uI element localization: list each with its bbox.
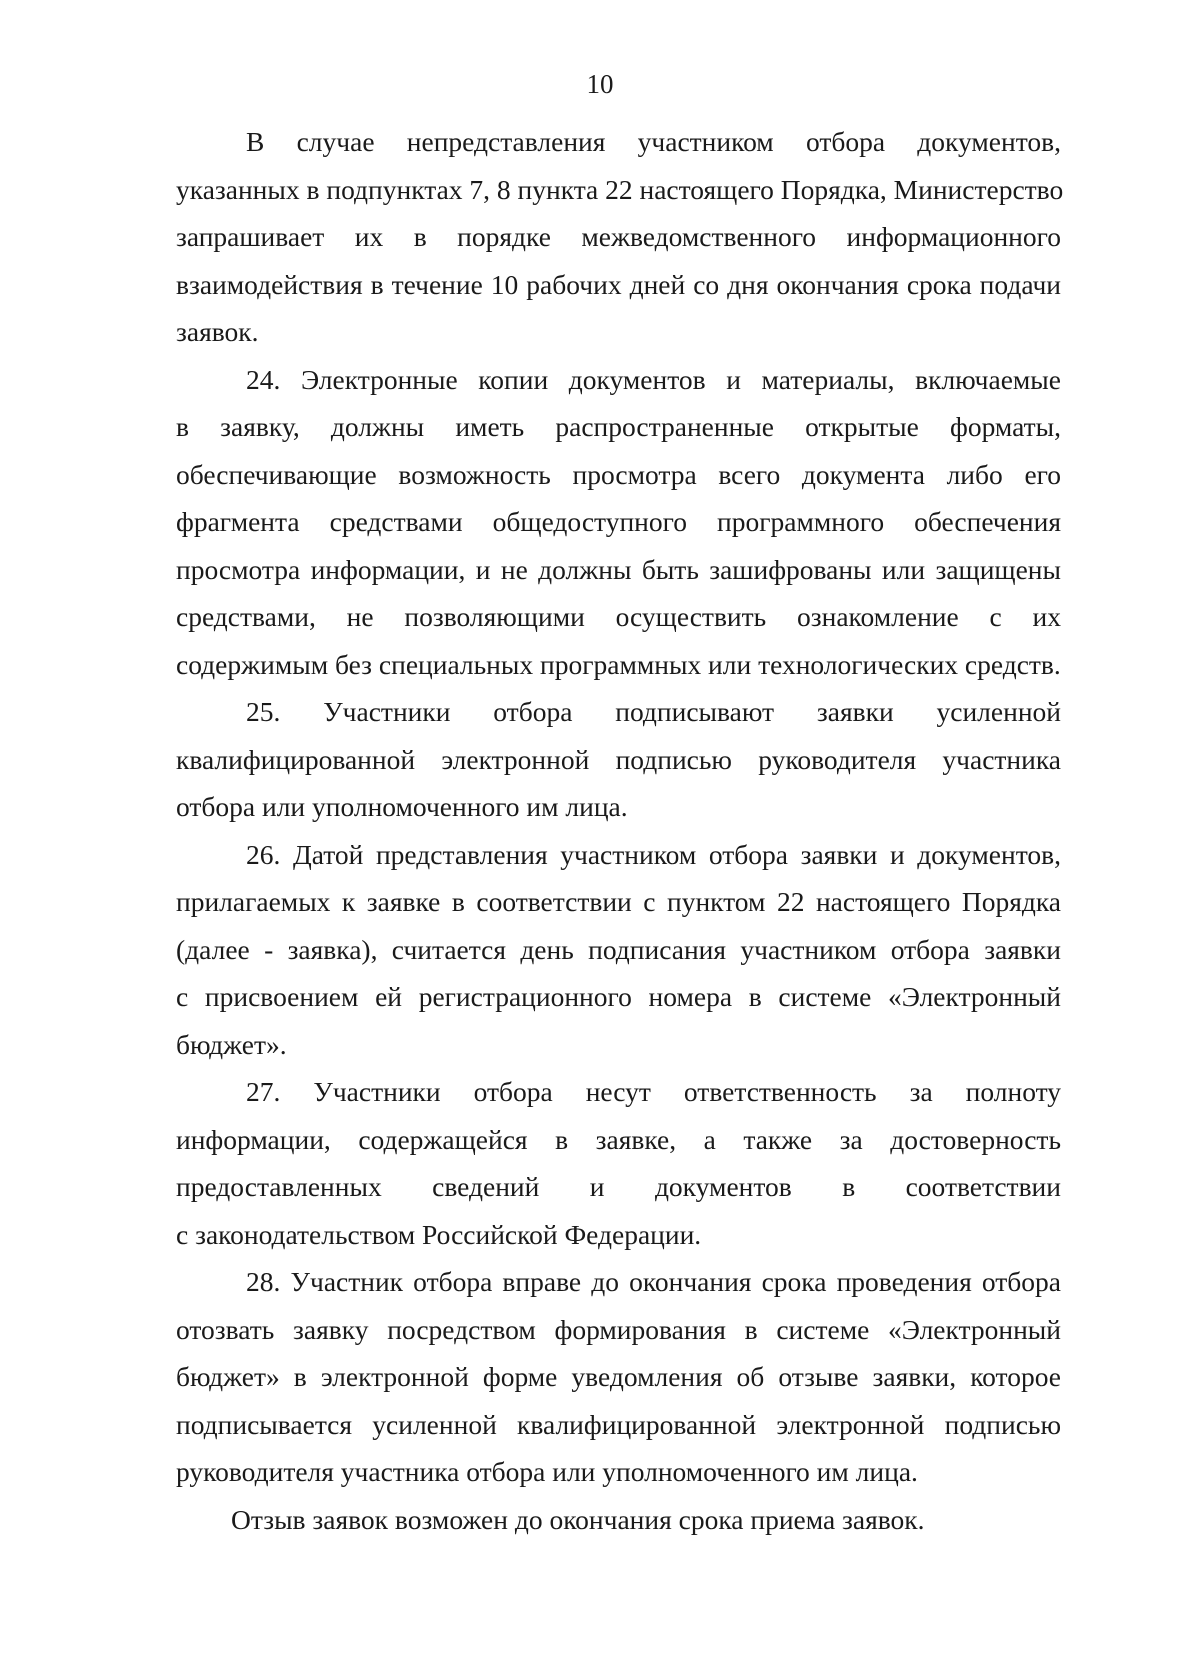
text-line: запрашивает их в порядке межведомственного информационного bbox=[176, 221, 1061, 252]
text-line: 24. Электронные копии документов и материалы, включаемые bbox=[246, 363, 1061, 395]
text-line: прилагаемых к заявке в соответствии с пунктом 22 настоящего Порядка bbox=[176, 886, 1061, 917]
paragraph-item-27 bbox=[176, 1068, 1061, 1258]
text-line: заявок. bbox=[176, 316, 259, 347]
text-line: с законодательством Российской Федерации. bbox=[176, 1218, 702, 1250]
paragraph-item-25 bbox=[176, 688, 1061, 831]
text-line: отозвать заявку посредством формирования в системе «Электронный bbox=[176, 1313, 1061, 1345]
text-line: предоставленных сведений и документов в соответствии bbox=[176, 1171, 1061, 1202]
paragraph-item-26 bbox=[176, 831, 1061, 1069]
text-line: подписывается усиленной квалифицированной электронной подписью bbox=[176, 1408, 1061, 1440]
text-line: просмотра информации, и не должны быть зашифрованы или защищены bbox=[176, 553, 1061, 585]
text-line: Отзыв заявок возможен до окончания срока приема заявок. bbox=[231, 1503, 925, 1535]
paragraph-ministry-request bbox=[176, 118, 1064, 356]
text-line: обеспечивающие возможность просмотра всего документа либо его bbox=[176, 458, 1061, 490]
text-line: средствами, не позволяющими осуществить ознакомление с их bbox=[176, 601, 1061, 632]
text-line: информации, содержащейся в заявке, а также за достоверность bbox=[176, 1123, 1061, 1155]
text-line: бюджет» в электронной форме уведомления об отзыве заявки, которое bbox=[176, 1361, 1061, 1392]
text-line: в заявку, должны иметь распространенные открытые форматы, bbox=[176, 411, 1061, 442]
text-line: руководителя участника отбора или уполномоченного им лица. bbox=[176, 1456, 918, 1487]
text-line: 27. Участники отбора несут ответственность за полноту bbox=[246, 1076, 1061, 1107]
text-line: бюджет». bbox=[176, 1028, 287, 1060]
text-line: 26. Датой представления участником отбора заявки и документов, bbox=[246, 838, 1061, 870]
text-line: отбора или уполномоченного им лица. bbox=[176, 791, 628, 822]
text-line: (далее - заявка), считается день подписания участником отбора заявки bbox=[176, 933, 1061, 965]
text-line: с присвоением ей регистрационного номера в системе «Электронный bbox=[176, 981, 1061, 1012]
document-body bbox=[176, 118, 1064, 1543]
paragraph-withdrawal-note bbox=[176, 1496, 1061, 1544]
text-line: указанных в подпунктах 7, 8 пункта 22 настоящего Порядка, Министерство bbox=[176, 173, 1064, 205]
text-line: 28. Участник отбора вправе до окончания срока проведения отбора bbox=[246, 1266, 1061, 1297]
text-line: квалифицированной электронной подписью руководителя участника bbox=[176, 743, 1061, 775]
page-number: 10 bbox=[586, 69, 614, 99]
paragraph-item-28 bbox=[176, 1258, 1061, 1496]
text-line: В случае непредставления участником отбора документов, bbox=[246, 126, 1061, 157]
paragraph-item-24 bbox=[176, 356, 1061, 689]
text-line: фрагмента средствами общедоступного программного обеспечения bbox=[176, 506, 1061, 537]
text-line: 25. Участники отбора подписывают заявки усиленной bbox=[246, 696, 1061, 727]
text-line: взаимодействия в течение 10 рабочих дней со дня окончания срока подачи bbox=[176, 268, 1061, 300]
text-line: содержимым без специальных программных или технологических средств. bbox=[176, 648, 1061, 680]
